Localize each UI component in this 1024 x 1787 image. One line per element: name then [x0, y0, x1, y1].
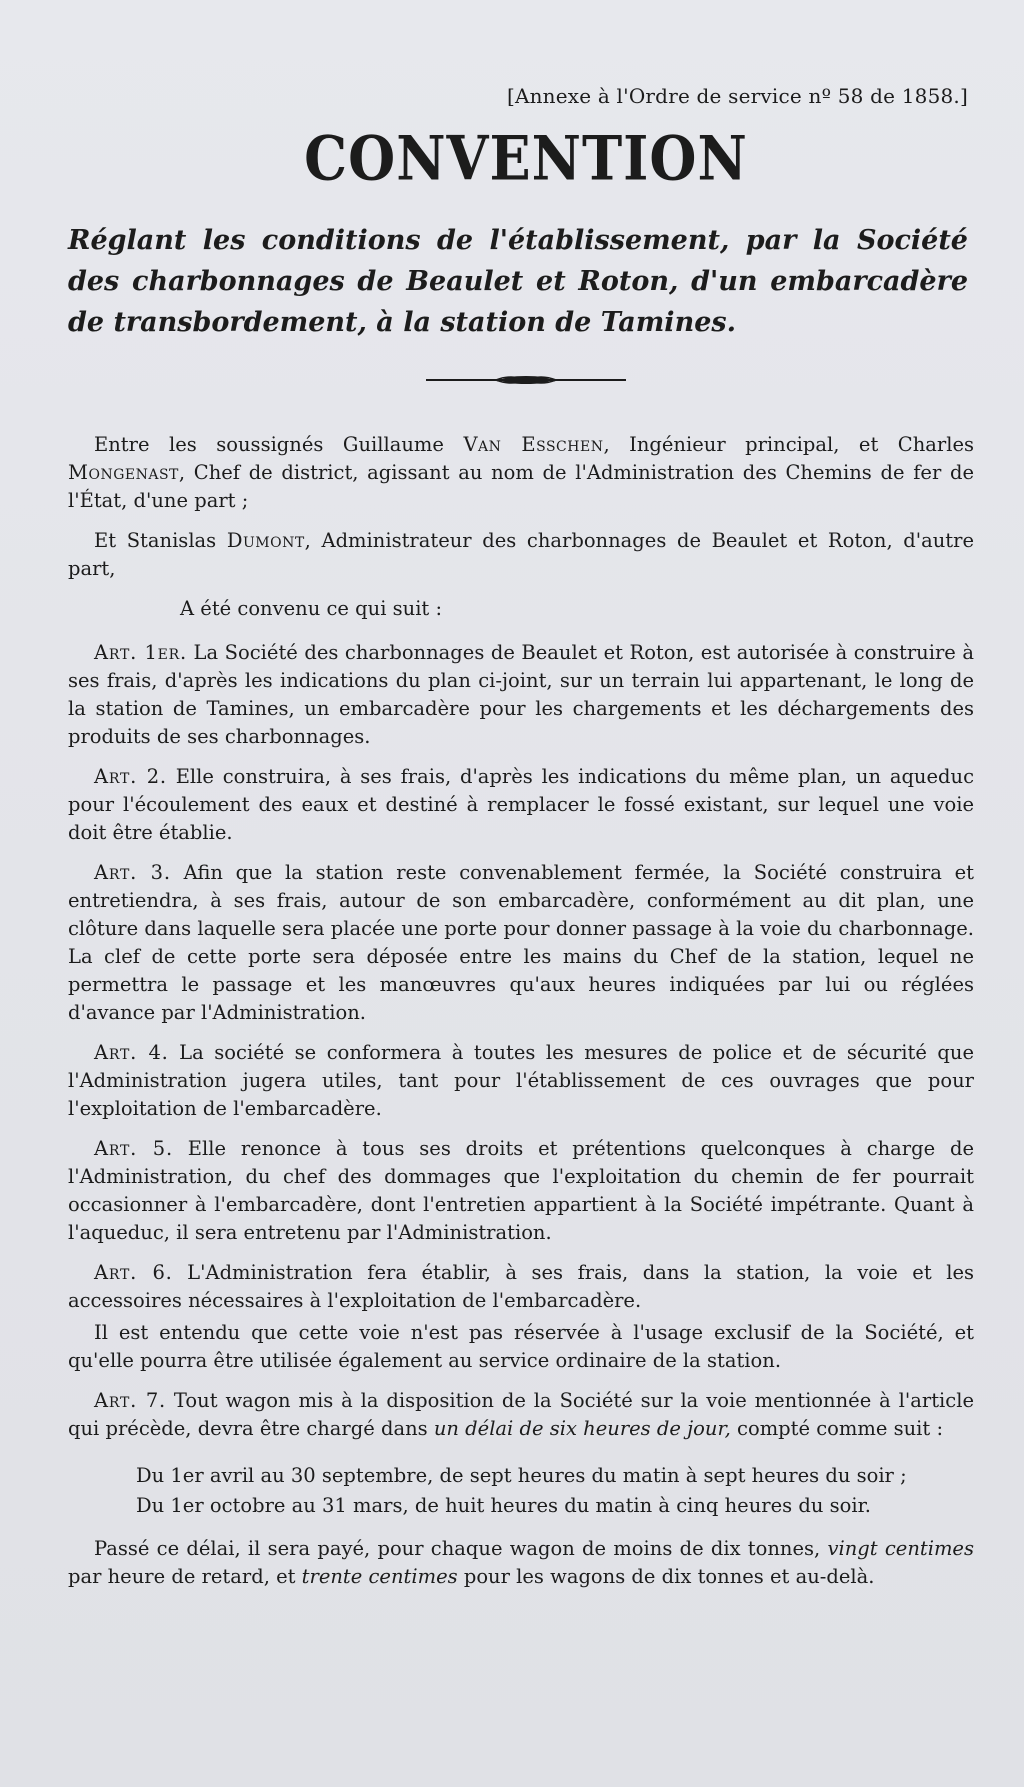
preamble-parties-company: Et Stanislas Dumont, Administrateur des charbonnages de Beaulet et Roton, d'autre part,: [68, 529, 975, 580]
article-6-continuation: Il est entendu que cette voie n'est pas réservée à l'usage exclusif de la Société, et qu'elle pourra être utilisée également au service ordinaire de la station.: [68, 1321, 974, 1372]
ornament-divider: [426, 373, 626, 387]
agreement-statement: A été convenu ce qui suit :: [180, 597, 443, 620]
schedule-summer: Du 1er avril au 30 septembre, de sept heures du matin à sept heures du soir ;: [136, 1464, 907, 1487]
schedule-winter: Du 1er octobre au 31 mars, de huit heures du matin à cinq heures du soir.: [136, 1494, 871, 1517]
document-subtitle: Réglant les conditions de l'établissement, par la Société des charbonnages de Beaulet et Roton, d'un embarcadère de transbordement, à la station de Tamines.: [68, 225, 968, 338]
document-title: CONVENTION: [304, 122, 748, 194]
article-7: Art. 7. Tout wagon mis à la disposition de la Société sur la voie mentionnée à l'article qui précède, devra être chargé dans un délai de six heures de jour, compté comme suit :: [68, 1389, 974, 1440]
loading-schedule: [68, 1461, 984, 1521]
annexe-reference: [Annexe à l'Ordre de service nº 58 de 1858.]: [506, 84, 968, 108]
article-2: Art. 2. Elle construira, à ses frais, d'après les indications du même plan, un aqueduc pour l'écoulement des eaux et destiné à remplacer le fossé existant, sur lequel une voie doit être établie.: [68, 765, 974, 844]
article-6: Art. 6. L'Administration fera établir, à ses frais, dans la station, la voie et les accessoires nécessaires à l'exploitation de l'embarcadère.: [68, 1261, 974, 1312]
article-3: Art. 3. Afin que la station reste convenablement fermée, la Société construira et entretiendra, à ses frais, autour de son embarcadère, conformément au dit plan, une clôture dans laquelle sera placée une porte pour donner passage à la voie du charbonnage. La clef de cette porte sera déposée entre les mains du Chef de la station, lequel ne permettra le passage et les manœuvres qu'aux heures indiquées par lui ou réglées d'avance par l'Administration.: [68, 861, 974, 1024]
article-5: Art. 5. Elle renonce à tous ses droits et prétentions quelconques à charge de l'Administration, du chef des dommages que l'exploitation du chemin de fer pourrait occasionner à l'embarcadère, dont l'entretien appartient à la Société impétrante. Quant à l'aqueduc, il sera entretenu par l'Administration.: [68, 1137, 974, 1244]
closing-penalty: Passé ce délai, il sera payé, pour chaque wagon de moins de dix tonnes, vingt centimes par heure de retard, et trente centimes pour les wagons de dix tonnes et au-delà.: [68, 1537, 974, 1588]
article-1: Art. 1er. La Société des charbonnages de Beaulet et Roton, est autorisée à construire à ses frais, d'après les indications du plan ci-joint, sur un terrain lui appartenant, le long de la station de Tamines, un embarcadère pour les chargements et les déchargements des produits de ses charbonnages.: [68, 641, 974, 748]
preamble-parties-state: Entre les soussignés Guillaume Van Esschen, Ingénieur principal, et Charles Mongenast, Chef de district, agissant au nom de l'Administration des Chemins de fer de l'État, d'une part ;: [68, 433, 974, 512]
article-4: Art. 4. La société se conformera à toutes les mesures de police et de sécurité que l'Administration jugera utiles, tant pour l'établissement de ces ouvrages que pour l'exploitation de l'embarcadère.: [68, 1041, 974, 1120]
